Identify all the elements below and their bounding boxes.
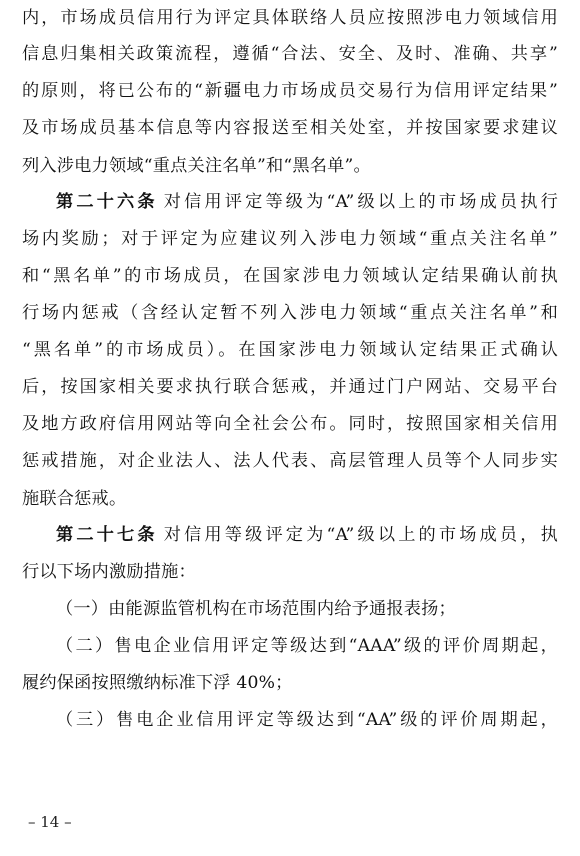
article-26-heading: 第二十六条	[56, 192, 158, 212]
list-item: （一）由能源监管机构在市场范围内给予通报表扬；	[56, 599, 456, 619]
list-item: （二）售电企业信用评定等级达到“AAA”级的评价周期起，	[56, 636, 558, 656]
text-line: 及市场成员基本信息等内容报送至相关处室，并按国家要求建议	[22, 118, 558, 138]
text-line: 行以下场内激励措施：	[22, 562, 196, 582]
text-line: 后，按国家相关要求执行联合惩戒，并通过门户网站、交易平台	[22, 377, 558, 397]
article-27-first-line	[56, 524, 558, 546]
text-line: 场内奖励；对于评定为应建议列入涉电力领域“重点关注名单”	[22, 229, 558, 249]
text-line: 对信用评定等级为“A”级以上的市场成员执行	[163, 192, 558, 212]
text-line: 惩戒措施，对企业法人、法人代表、高层管理人员等个人同步实	[22, 451, 558, 471]
page-number: – 14 –	[28, 813, 72, 831]
text-line: 列入涉电力领域“重点关注名单”和“黑名单”。	[22, 156, 371, 176]
text-line: 对信用等级评定为“A”级以上的市场成员，执	[163, 525, 558, 545]
text-line: 和“黑名单”的市场成员，在国家涉电力领域认定结果确认前执	[22, 266, 558, 286]
text-line: 及地方政府信用网站等向全社会公布。同时，按照国家相关信用	[22, 414, 558, 434]
list-item: （三）售电企业信用评定等级达到“AA”级的评价周期起，	[56, 710, 558, 730]
text-line: 行场内惩戒（含经认定暂不列入涉电力领域“重点关注名单”和	[22, 303, 558, 323]
text-line: 的原则，将已公布的“新疆电力市场成员交易行为信用评定结果”	[22, 81, 558, 101]
text-line: 履约保函按照缴纳标准下浮 40%；	[22, 673, 293, 693]
text-line: 施联合惩戒。	[22, 489, 127, 509]
text-line: 信息归集相关政策流程，遵循“合法、安全、及时、准确、共享”	[22, 44, 558, 64]
text-line: 内，市场成员信用行为评定具体联络人员应按照涉电力领域信用	[22, 8, 558, 28]
article-27-heading: 第二十七条	[56, 525, 158, 545]
text-line: “黑名单”的市场成员）。在国家涉电力领域认定结果正式确认	[22, 340, 558, 360]
article-26-first-line	[56, 191, 558, 213]
